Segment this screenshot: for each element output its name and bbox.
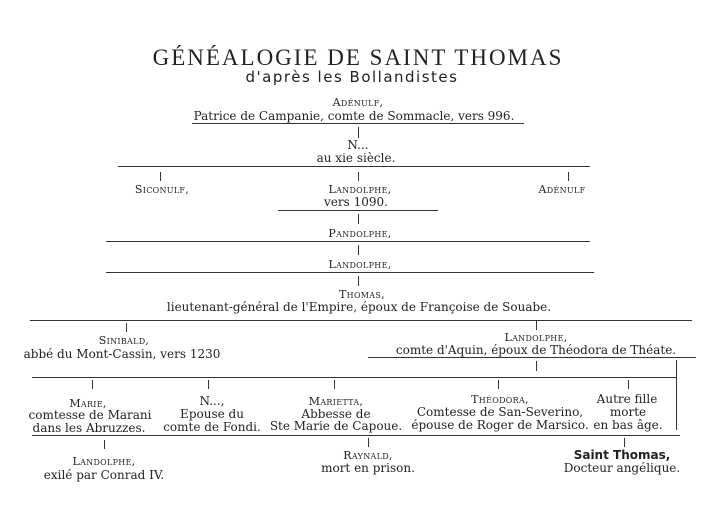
n2-name: N..., bbox=[199, 394, 225, 408]
marietta-desc2: Ste Marie de Capoue. bbox=[269, 419, 403, 433]
marie-desc2: dans les Abruzzes. bbox=[32, 421, 146, 435]
children-rule bbox=[32, 377, 676, 378]
saintthomas-name: Saint Thomas, bbox=[573, 448, 671, 462]
landolphe1-connector bbox=[358, 172, 359, 181]
theodora-desc2: épouse de Roger de Marsico. bbox=[411, 418, 589, 432]
landolphe4-connector bbox=[104, 440, 105, 449]
page-subtitle: d'après les Bollandistes bbox=[245, 68, 459, 86]
gen1-underline bbox=[192, 123, 524, 124]
children-bracket bbox=[676, 360, 677, 430]
landolphe2-name: Landolphe, bbox=[328, 258, 392, 271]
sinibald-desc: abbé du Mont-Cassin, vers 1230 bbox=[23, 347, 221, 361]
raynald-desc: mort en prison. bbox=[321, 461, 415, 475]
autrefille-desc2: en bas âge. bbox=[593, 418, 663, 432]
n2-desc2: comte de Fondi. bbox=[163, 420, 261, 434]
raynald-name: Raynald, bbox=[343, 449, 393, 462]
n-name: N... bbox=[347, 138, 369, 152]
landolphe4-desc: exilé par Conrad IV. bbox=[43, 468, 165, 482]
siconulf-connector bbox=[160, 172, 161, 181]
landolphe4-name: Landolphe, bbox=[72, 455, 136, 468]
gen2-rule bbox=[118, 166, 590, 167]
gen7-rule bbox=[368, 357, 696, 358]
gen5-rule bbox=[106, 272, 594, 273]
autrefille-desc1: morte bbox=[609, 405, 647, 419]
landolphe1-name: Landolphe, bbox=[328, 183, 392, 196]
adenulf-desc: Patrice de Campanie, comte de Sommacle, vers 996. bbox=[193, 109, 515, 123]
pandolphe-name: Pandolphe, bbox=[328, 227, 392, 240]
gen7-connector bbox=[536, 361, 537, 371]
adenulf2-name: Adénulf bbox=[538, 183, 586, 196]
autrefille-name: Autre fille bbox=[596, 392, 658, 406]
page-title: GÉNÉALOGIE DE SAINT THOMAS bbox=[152, 45, 564, 70]
n2-connector bbox=[208, 380, 209, 389]
theodora-connector bbox=[498, 380, 499, 389]
marietta-desc1: Abbesse de bbox=[301, 407, 371, 421]
gen5-connector bbox=[358, 276, 359, 286]
marie-desc1: comtesse de Marani bbox=[28, 408, 152, 422]
autrefille-connector bbox=[628, 380, 629, 389]
sons-rule bbox=[32, 435, 680, 436]
theodora-desc1: Comtesse de San-Severino, bbox=[416, 405, 584, 419]
raynald-connector bbox=[368, 438, 369, 447]
sinibald-connector bbox=[126, 323, 127, 332]
landolphe3-connector bbox=[536, 320, 537, 330]
marie-connector bbox=[92, 380, 93, 389]
landolphe3-desc: comte d'Aquin, époux de Théodora de Théate. bbox=[395, 343, 677, 357]
thomas-desc: lieutenant-général de l'Empire, époux de Françoise de Souabe. bbox=[166, 300, 552, 314]
marietta-name: Marietta, bbox=[308, 395, 364, 408]
landolphe1-desc: vers 1090. bbox=[324, 195, 388, 209]
gen3-connector bbox=[358, 214, 359, 224]
n2-desc1: Epouse du bbox=[180, 407, 244, 421]
adenulf-name: Adénulf, bbox=[332, 96, 384, 109]
marie-name: Marie, bbox=[69, 397, 107, 410]
gen4-connector bbox=[358, 245, 359, 255]
adenulf2-connector bbox=[568, 172, 569, 181]
gen4-rule bbox=[106, 241, 590, 242]
theodora-name: Théodora, bbox=[471, 393, 529, 406]
gen6-rule bbox=[30, 320, 692, 321]
n-desc: au xie siècle. bbox=[316, 151, 396, 165]
thomas-name: Thomas, bbox=[339, 288, 385, 301]
siconulf-name: Siconulf, bbox=[134, 183, 190, 196]
sinibald-name: Sinibald, bbox=[98, 334, 150, 347]
saintthomas-connector bbox=[624, 438, 625, 447]
gen1-connector bbox=[358, 127, 359, 138]
landolphe3-name: Landolphe, bbox=[504, 331, 568, 344]
gen3-rule bbox=[278, 210, 438, 211]
saintthomas-desc: Docteur angélique. bbox=[563, 461, 681, 475]
marietta-connector bbox=[334, 380, 335, 389]
